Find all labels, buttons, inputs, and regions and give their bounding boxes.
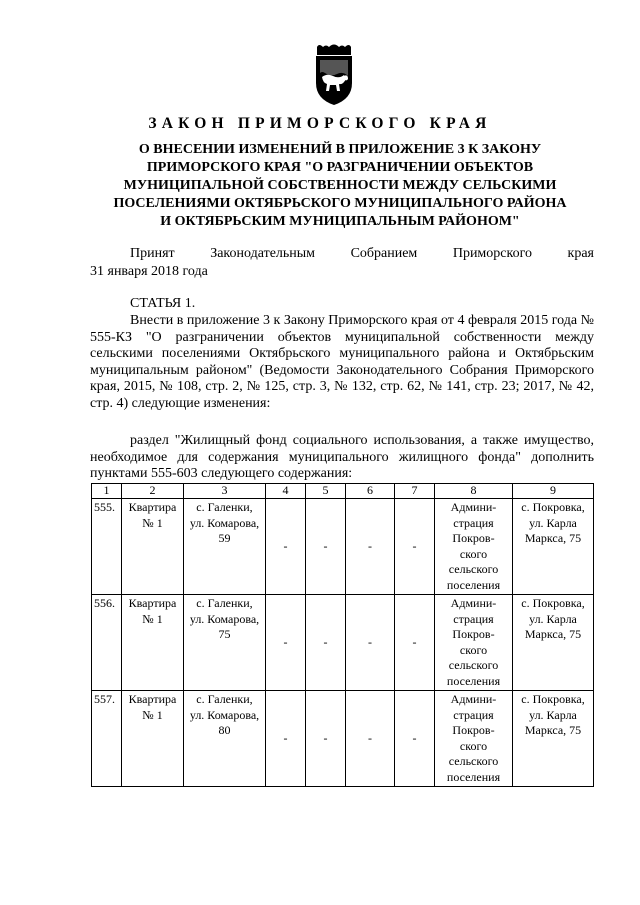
appendix-table xyxy=(91,483,594,787)
cell-line: страция xyxy=(453,515,494,530)
cell-line: сельского xyxy=(448,754,499,768)
table-row xyxy=(92,595,594,691)
cell-line: сельского xyxy=(448,658,499,672)
cell-line: с. Покровка, xyxy=(521,596,585,610)
cell-line: № 1 xyxy=(142,515,163,530)
row-number: 555. xyxy=(92,499,122,595)
adoption-word: Приморского xyxy=(452,246,532,261)
cell-line: с. Галенки, xyxy=(196,500,253,514)
adoption-word: Законодательным xyxy=(210,246,316,261)
col4-cell: - xyxy=(266,691,306,787)
col5-cell: - xyxy=(306,499,346,595)
col6-cell: - xyxy=(346,499,395,595)
cell-line: ул. Комарова, xyxy=(189,707,260,722)
col7-cell: - xyxy=(395,595,435,691)
cell-line: Маркса, 75 xyxy=(524,723,582,737)
column-header: 3 xyxy=(184,484,266,499)
cell-line: ул. Карла xyxy=(529,515,577,530)
object-cell xyxy=(122,499,184,595)
cell-line: Покров- xyxy=(452,627,495,641)
article-heading: СТАТЬЯ 1. xyxy=(130,296,196,311)
col5-cell: - xyxy=(306,595,346,691)
owner-cell xyxy=(435,499,513,595)
cell-line: Админи- xyxy=(450,500,497,514)
column-header: 4 xyxy=(266,484,306,499)
cell-line: с. Галенки, xyxy=(196,692,253,706)
cell-line: ул. Комарова, xyxy=(189,515,260,530)
cell-line: ского xyxy=(459,738,488,753)
table-row xyxy=(92,691,594,787)
object-cell xyxy=(122,691,184,787)
cell-line: 59 xyxy=(218,531,231,545)
col5-cell: - xyxy=(306,691,346,787)
subtitle-line: И ОКТЯБРЬСКИМ МУНИЦИПАЛЬНЫМ РАЙОНОМ" xyxy=(160,214,520,229)
cell-line: Покров- xyxy=(452,723,495,737)
coat-of-arms-icon xyxy=(313,43,355,106)
col6-cell: - xyxy=(346,691,395,787)
cell-line: Админи- xyxy=(450,596,497,610)
col4-cell: - xyxy=(266,595,306,691)
article-paragraph-1: Внести в приложение 3 к Закону Приморского края от 4 февраля 2015 года № 555-КЗ "О разграничении объектов муниципальной собственности между сельскими поселениями Октябрьского муниципального района и Октябрьским муниципальным районом" (Ведомости Законодательного Собрания Приморского края, 2015, № 108, стр. 2, № 125, стр. 3, № 132, стр. 62, № 141, стр. 23; 2017, № 42, стр. 4) следующие изменения: xyxy=(90,313,594,411)
subtitle-line: ПРИМОРСКОГО КРАЯ "О РАЗГРАНИЧЕНИИ ОБЪЕКТОВ xyxy=(146,160,534,175)
cell-line: страция xyxy=(453,707,494,722)
adoption-word: Принят xyxy=(130,246,175,261)
adoption-statement xyxy=(90,245,594,281)
owner-cell xyxy=(435,595,513,691)
column-header: 5 xyxy=(306,484,346,499)
article-paragraph-2: раздел "Жилищный фонд социального использования, а также имущество, необходимое для содержания муниципального жилищного фонда" дополнить пунктами 555-603 следующего содержания: xyxy=(90,433,594,481)
cell-line: 80 xyxy=(218,723,231,737)
cell-line: Маркса, 75 xyxy=(524,627,582,641)
col7-cell: - xyxy=(395,499,435,595)
row-number: 556. xyxy=(92,595,122,691)
cell-line: с. Галенки, xyxy=(196,596,253,610)
owner-cell xyxy=(435,691,513,787)
row-number: 557. xyxy=(92,691,122,787)
cell-line: ского xyxy=(459,546,488,561)
address-cell xyxy=(184,499,266,595)
address-cell xyxy=(184,595,266,691)
col7-cell: - xyxy=(395,691,435,787)
subtitle-line: О ВНЕСЕНИИ ИЗМЕНЕНИЙ В ПРИЛОЖЕНИЕ 3 К ЗАКОНУ xyxy=(138,142,542,157)
cell-line: 75 xyxy=(218,627,231,641)
cell-line: Покров- xyxy=(452,531,495,545)
adoption-line xyxy=(90,245,594,263)
column-header: 7 xyxy=(395,484,435,499)
subtitle-line: ПОСЕЛЕНИЯМИ ОКТЯБРЬСКОГО МУНИЦИПАЛЬНОГО РАЙОНА xyxy=(113,196,567,211)
object-cell xyxy=(122,595,184,691)
table-header-row xyxy=(92,484,594,499)
table-row xyxy=(92,499,594,595)
cell-line: ул. Комарова, xyxy=(189,611,260,626)
column-header: 8 xyxy=(435,484,513,499)
owner-address-cell xyxy=(513,499,594,595)
cell-line: Квартира xyxy=(128,692,177,706)
address-cell xyxy=(184,691,266,787)
subtitle-line: МУНИЦИПАЛЬНОЙ СОБСТВЕННОСТИ МЕЖДУ СЕЛЬСКИМИ xyxy=(123,178,557,193)
cell-line: № 1 xyxy=(142,707,163,722)
cell-line: ул. Карла xyxy=(529,707,577,722)
cell-line: сельского xyxy=(448,562,499,576)
cell-line: с. Покровка, xyxy=(521,692,585,706)
cell-line: ул. Карла xyxy=(529,611,577,626)
column-header: 6 xyxy=(346,484,395,499)
cell-line: поселения xyxy=(446,577,501,592)
law-subtitle xyxy=(90,141,590,231)
column-header: 1 xyxy=(92,484,122,499)
adoption-word: Собранием xyxy=(350,246,418,261)
column-header: 9 xyxy=(513,484,594,499)
owner-address-cell xyxy=(513,691,594,787)
cell-line: поселения xyxy=(446,673,501,688)
cell-line: № 1 xyxy=(142,611,163,626)
cell-line: Квартира xyxy=(128,596,177,610)
cell-line: страция xyxy=(453,611,494,626)
law-title: ЗАКОН ПРИМОРСКОГО КРАЯ xyxy=(148,115,492,132)
cell-line: Квартира xyxy=(128,500,177,514)
adoption-date: 31 января 2018 года xyxy=(90,264,208,279)
cell-line: ского xyxy=(459,642,488,657)
cell-line: Маркса, 75 xyxy=(524,531,582,545)
adoption-word: края xyxy=(567,246,594,261)
column-header: 2 xyxy=(122,484,184,499)
cell-line: с. Покровка, xyxy=(521,500,585,514)
owner-address-cell xyxy=(513,595,594,691)
cell-line: поселения xyxy=(446,769,501,784)
cell-line: Админи- xyxy=(450,692,497,706)
col4-cell: - xyxy=(266,499,306,595)
col6-cell: - xyxy=(346,595,395,691)
